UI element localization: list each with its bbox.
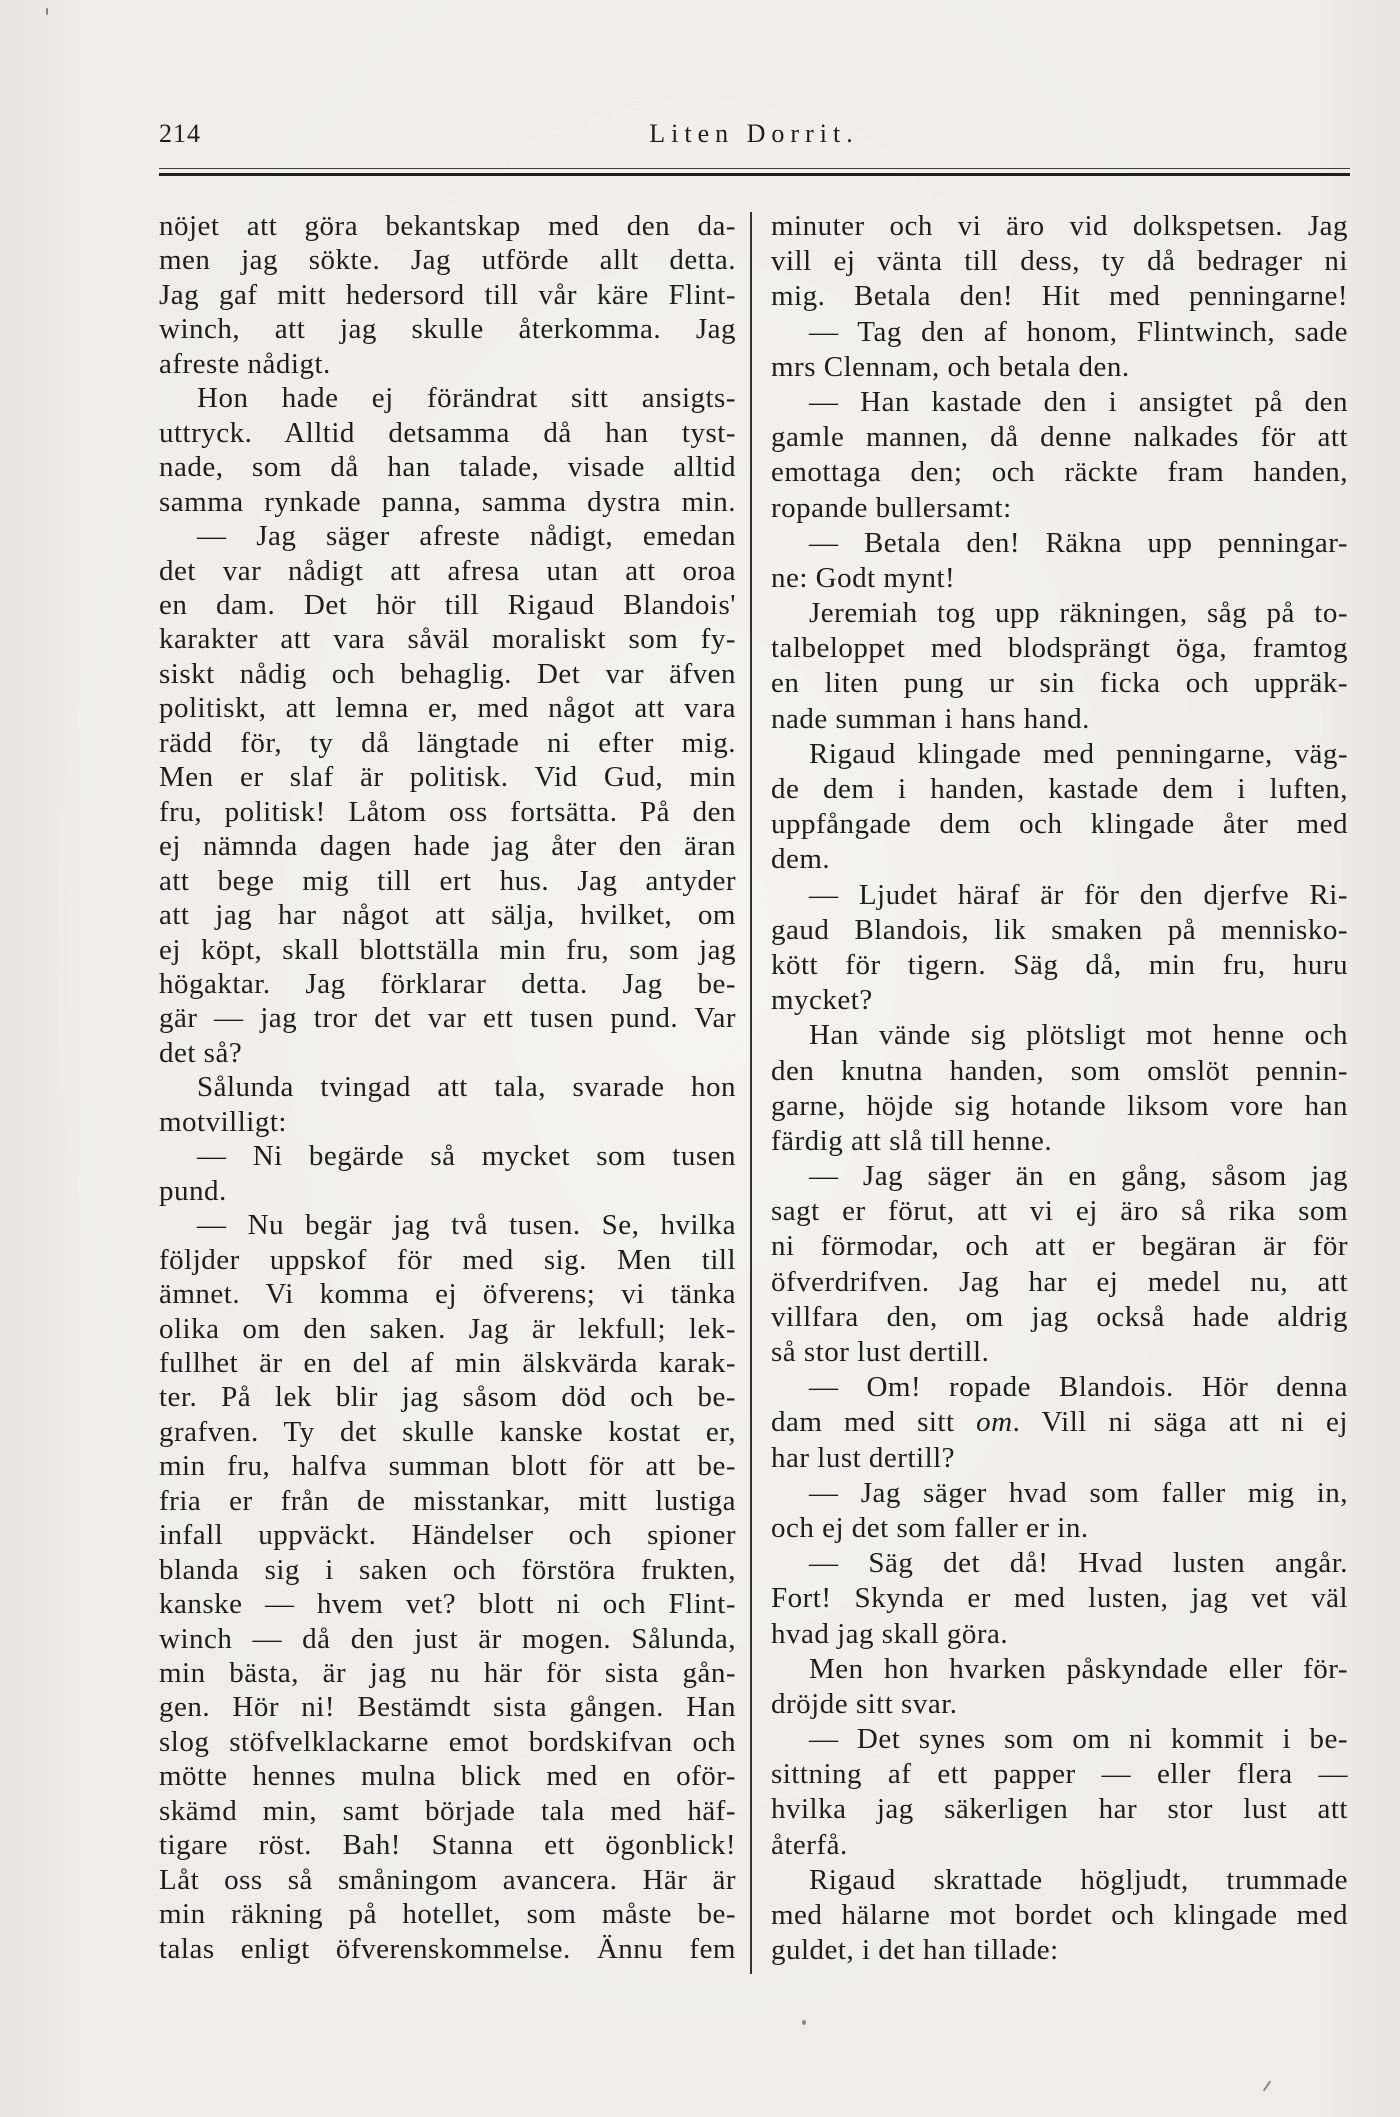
text-line: dem.: [771, 843, 831, 876]
text-line: slog stöfvelklackarne emot bordskifvan och: [159, 1725, 736, 1758]
text-line: följder uppskof för med sig. Men till: [159, 1243, 736, 1276]
paragraph: [771, 1722, 1348, 1863]
text-line: har lust dertill?: [771, 1441, 956, 1474]
paragraph: [771, 1159, 1348, 1370]
text-line: de dem i handen, kastade dem i luften,: [771, 773, 1348, 805]
text-line: ej nämnda dagen hade jag åter den äran: [159, 830, 736, 863]
text-line: rädd för, ty då längtade ni efter mig.: [159, 726, 736, 759]
paragraph: [159, 1070, 736, 1139]
text-line: — Nu begär jag två tusen. Se, hvilka: [197, 1209, 736, 1242]
text-line: och ej det som faller er in.: [771, 1511, 1089, 1544]
text-line: det var nådigt att afresa utan att oroa: [159, 554, 736, 587]
text-line: talas enligt öfverenskommelse. Ännu fem: [159, 1932, 736, 1965]
paragraph: [159, 381, 736, 519]
text-line: återfå.: [771, 1828, 848, 1861]
text-line: — Han kastade den i ansigtet på den: [809, 385, 1348, 418]
text-line: sittning af ett papper — eller flera —: [771, 1758, 1348, 1791]
text-line: — Betala den! Räkna upp penningar-: [809, 526, 1348, 559]
text-line: Men er slaf är politisk. Vid Gud, min: [159, 761, 736, 794]
text-line: sagt er förut, att vi ej äro så rika som: [771, 1195, 1348, 1228]
header-rule-thin: [159, 168, 1350, 169]
scan-speck: [46, 8, 48, 15]
text-line: gen. Hör ni! Bestämdt sista gången. Han: [159, 1691, 736, 1724]
text-line: grafven. Ty det skulle kanske kostat er,: [159, 1415, 736, 1448]
text-line: — Jag säger afreste nådigt, emedan: [197, 520, 736, 553]
paragraph: [771, 209, 1348, 315]
text-line: ämnet. Vi komma ej öfverens; vi tänka: [159, 1278, 736, 1311]
paragraph: [771, 526, 1348, 596]
text-line: högaktar. Jag förklarar detta. Jag be-: [159, 967, 736, 1000]
text-line: uppfångade dem och klingade åter med: [771, 808, 1348, 841]
text-line: Jeremiah tog upp räkningen, såg på to-: [809, 597, 1348, 630]
text-line: skämd min, samt började tala med häf-: [159, 1794, 736, 1827]
text-line: — Säg det då! Hvad lusten angår.: [809, 1547, 1348, 1580]
text-line: politiskt, att lemna er, med något att vara: [159, 692, 736, 725]
text-line: det så?: [159, 1036, 243, 1069]
text-line: mig. Betala den! Hit med penningarne!: [771, 280, 1348, 313]
text-line: Rigaud skrattade högljudt, trummade: [809, 1863, 1348, 1896]
text-line: gamle mannen, då denne nalkades för att: [771, 421, 1348, 454]
text-line: öfverdrifven. Jag har ej medel nu, att: [771, 1265, 1348, 1298]
text-line: — Ni begärde så mycket som tusen: [197, 1140, 736, 1173]
text-line: Rigaud klingade med penningarne, väg-: [809, 737, 1348, 770]
text-line: ne: Godt mynt!: [771, 561, 956, 594]
text-line: gär — jag tror det var ett tusen pund. Var: [159, 1002, 736, 1035]
text-line: Han vände sig plötsligt mot henne och: [809, 1019, 1348, 1052]
text-line: villfara den, om jag också hade aldrig: [771, 1300, 1348, 1333]
text-line: tigare röst. Bah! Stanna ett ögonblick!: [159, 1829, 736, 1862]
text-line: kött för tigern. Säg då, min fru, huru: [771, 948, 1348, 981]
paragraph: [771, 1476, 1348, 1546]
text-line: fru, politisk! Låtom oss fortsätta. På den: [159, 795, 736, 828]
text-line: nöjet att göra bekantskap med den da-: [159, 210, 736, 242]
right-column: [771, 209, 1348, 1968]
scan-speck: [802, 2020, 806, 2025]
text-line: min bästa, är jag nu här för sista gån-: [159, 1657, 736, 1690]
paragraph: [159, 209, 736, 381]
text-line: olika om den saken. Jag är lekfull; lek-: [159, 1312, 736, 1345]
text-line: min fru, halfva summan blott för att be-: [159, 1450, 736, 1483]
text-line: med hälarne mot bordet och klingade med: [771, 1899, 1348, 1931]
left-column: [159, 209, 736, 1966]
paragraph: [771, 1370, 1348, 1476]
text-line: winch — då den just är mogen. Sålunda,: [159, 1622, 736, 1655]
text-line: hvad jag skall göra.: [771, 1617, 1009, 1650]
text-line: uttryck. Alltid detsamma då han tyst-: [159, 416, 736, 449]
text-line: mycket?: [771, 984, 873, 1017]
text-line: Jag gaf mitt hedersord till vår käre Flint-: [159, 278, 736, 311]
text-line: dröjde sitt svar.: [771, 1687, 958, 1720]
text-line: fullhet är en del af min älskvärda karak-: [159, 1346, 736, 1379]
text-line: ni förmodar, och att er begäran är för: [771, 1230, 1348, 1263]
text-line: den knutna handen, som omslöt pennin-: [771, 1054, 1348, 1087]
text-line: talbeloppet med blodsprängt öga, framtog: [771, 632, 1348, 665]
text-line: guldet, i det han tillade:: [771, 1934, 1059, 1967]
scan-speck: [1263, 2081, 1272, 2092]
text-line: samma rynkade panna, samma dystra min.: [159, 485, 736, 518]
text-line: vill ej vänta till dess, ty då bedrager ni: [771, 245, 1348, 278]
text-line: fria er från de misstankar, mitt lustiga: [159, 1484, 736, 1517]
text-segment: dam med sitt: [771, 1406, 977, 1439]
text-line: mötte hennes mulna blick med en oför-: [159, 1760, 736, 1793]
text-segment: . Vill ni säga att ni ej: [1012, 1406, 1348, 1439]
text-line: karakter att vara såväl moraliskt som fy-: [159, 623, 736, 656]
text-line: Låt oss så småningom avancera. Här är: [159, 1863, 736, 1896]
emphasized-word: om: [976, 1406, 1013, 1439]
paragraph: [771, 1652, 1348, 1722]
text-line: pund.: [159, 1174, 227, 1207]
paragraph: [771, 315, 1348, 385]
text-line: ter. På lek blir jag såsom död och be-: [159, 1381, 736, 1414]
text-line: garne, höjde sig hotande liksom vore han: [771, 1089, 1348, 1122]
header-rule-thick: [159, 173, 1350, 176]
text-line: så stor lust dertill.: [771, 1336, 990, 1368]
text-line: färdig att slå till henne.: [771, 1124, 1053, 1157]
paragraph: [771, 385, 1348, 526]
text-line: ropande bullersamt:: [771, 491, 1012, 524]
text-line: emottaga den; och räckte fram handen,: [771, 456, 1348, 489]
text-line: min räkning på hotellet, som måste be-: [159, 1898, 736, 1931]
running-title: Liten Dorrit.: [649, 119, 859, 148]
text-line: blanda sig i saken och förstöra frukten,: [159, 1553, 736, 1586]
paragraph: [771, 1546, 1348, 1652]
text-line: gaud Blandois, lik smaken på mennisko-: [771, 913, 1348, 946]
paragraph: [159, 1139, 736, 1208]
text-line: hvilka jag säkerligen har stor lust att: [771, 1793, 1348, 1826]
paragraph: [159, 1208, 736, 1966]
text-line: att jag har något att sälja, hvilket, om: [159, 899, 736, 932]
text-line: — Om! ropade Blandois. Hör denna: [809, 1371, 1348, 1404]
text-line: nade, som då han talade, visade alltid: [159, 451, 736, 484]
paragraph: [771, 1018, 1348, 1159]
text-line: — Tag den af honom, Flintwinch, sade: [809, 315, 1348, 348]
text-line: [771, 1405, 1348, 1440]
text-line: att bege mig till ert hus. Jag antyder: [159, 864, 736, 897]
text-line: — Ljudet häraf är för den djerfve Ri-: [809, 878, 1348, 911]
paragraph: [771, 737, 1348, 878]
text-line: minuter och vi äro vid dolkspetsen. Jag: [771, 210, 1348, 242]
text-line: Hon hade ej förändrat sitt ansigts-: [197, 382, 736, 415]
text-line: infall uppväckt. Händelser och spioner: [159, 1519, 736, 1552]
text-line: men jag sökte. Jag utförde allt detta.: [159, 244, 736, 277]
text-line: motvilligt:: [159, 1105, 287, 1138]
running-header: [159, 117, 1349, 151]
text-line: ej köpt, skall blottställa min fru, som jag: [159, 933, 736, 966]
paragraph: [771, 1863, 1348, 1969]
text-line: winch, att jag skulle återkomma. Jag: [159, 313, 736, 346]
text-line: mrs Clennam, och betala den.: [771, 350, 1130, 383]
text-line: nade summan i hans hand.: [771, 702, 1090, 735]
column-divider: [750, 212, 752, 1974]
paragraph: [771, 878, 1348, 1019]
text-line: kanske — hvem vet? blott ni och Flint-: [159, 1588, 736, 1621]
text-line: afreste nådigt.: [159, 347, 331, 380]
text-line: — Det synes som om ni kommit i be-: [809, 1723, 1348, 1756]
paragraph: [771, 596, 1348, 737]
text-line: Fort! Skynda er med lusten, jag vet väl: [771, 1582, 1348, 1615]
text-line: Men hon hvarken påskyndade eller för-: [809, 1652, 1348, 1685]
paragraph: [159, 519, 736, 1070]
text-line: — Jag säger hvad som faller mig in,: [809, 1476, 1348, 1509]
text-line: siskt nådig och behaglig. Det var äfven: [159, 657, 736, 690]
text-line: Sålunda tvingad att tala, svarade hon: [197, 1071, 736, 1104]
text-line: en liten pung ur sin ficka och uppräk-: [771, 667, 1348, 700]
page-number: 214: [159, 119, 201, 148]
text-line: — Jag säger än en gång, såsom jag: [809, 1160, 1348, 1193]
text-line: en dam. Det hör till Rigaud Blandois': [159, 588, 736, 621]
